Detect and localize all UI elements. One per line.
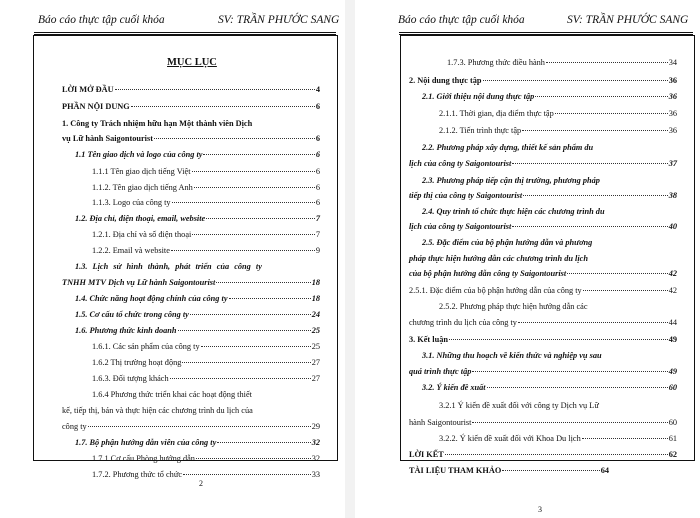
toc-entry[interactable]: 3.2. Ý kiến đề xuất 60 — [422, 383, 677, 392]
toc-entry[interactable]: quá trình thực tập 49 — [409, 367, 677, 376]
toc-entry[interactable]: 2.5. Đặc điểm của bộ phận hướng dẫn và phương — [422, 238, 593, 247]
toc-entry[interactable]: 1.4. Chức năng hoạt động chính của công ty 18 — [75, 294, 320, 303]
toc-entry[interactable]: lịch của công ty Saigontourist 37 — [409, 159, 677, 168]
toc-entry[interactable]: 2.4. Quy trình tổ chức thực hiện các chương trình du — [422, 207, 605, 216]
toc-entry[interactable]: tiếp thị của công ty Saigontourist 38 — [409, 191, 677, 200]
toc-entry[interactable]: 3.2.1 Ý kiến đề xuất đối với công ty Dịch vụ Lữ — [439, 401, 599, 410]
toc-entry[interactable]: vụ Lữ hành Saigontourist 6 — [62, 134, 320, 143]
toc-entry[interactable]: 1.1.1 Tên giao dịch tiếng Việt 6 — [92, 167, 320, 176]
toc-entry[interactable]: TÀI LIỆU THAM KHẢO 64 — [409, 466, 609, 475]
toc-entry[interactable]: 3. Kết luận 49 — [409, 335, 677, 344]
page-number: 3 — [538, 505, 542, 514]
toc-entry[interactable]: TNHH MTV Dịch vụ Lữ hành Saigontourist 18 — [62, 278, 320, 287]
left-page — [0, 0, 345, 518]
toc-entry[interactable]: 1.6. Phương thức kinh doanh 25 — [75, 326, 320, 335]
toc-entry[interactable]: 1.7.2. Phương thức tổ chức 33 — [92, 470, 320, 479]
toc-entry[interactable]: 1.7. Bộ phận hướng dẫn viên của công ty 32 — [75, 438, 320, 447]
toc-entry[interactable]: pháp thực hiện hướng dẫn các chương trình du lịch — [409, 254, 588, 263]
toc-entry[interactable]: lịch của công ty Saigontourist 40 — [409, 222, 677, 231]
toc-entry[interactable]: 2.5.1. Đặc điểm của bộ phận hướng dẫn của công ty 42 — [409, 286, 677, 295]
toc-entry[interactable]: 2.1.2. Tiến trình thực tập 36 — [439, 126, 677, 135]
toc-entry[interactable]: 2.1. Giới thiệu nội dung thực tập 36 — [422, 92, 677, 101]
toc-entry[interactable]: 1.1.3. Logo của công ty 6 — [92, 198, 320, 207]
right-page — [355, 0, 700, 518]
toc-entry[interactable]: 1.6.3. Đối tượng khách 27 — [92, 374, 320, 383]
toc-entry[interactable]: 1.7.1 Cơ cấu Phòng hướng dẫn 32 — [92, 454, 320, 463]
toc-entry[interactable]: 1.2. Địa chỉ, điện thoại, email, website 7 — [75, 214, 320, 223]
toc-entry[interactable]: 1.7.3. Phương thức điều hành 34 — [447, 58, 677, 67]
toc-entry[interactable]: của bộ phận hướng dẫn công ty Saigontourist 42 — [409, 269, 677, 278]
toc-entry[interactable]: 1.5. Cơ cấu tổ chức trong công ty 24 — [75, 310, 320, 319]
toc-entry[interactable]: 1.3. Lịch sử hình thành, phát triển của công ty — [75, 262, 262, 271]
header-student-name: SV: TRẦN PHƯỚC SANG — [218, 14, 340, 26]
toc-title: MỤC LỤC — [167, 57, 217, 68]
toc-entry[interactable]: công ty 29 — [62, 422, 320, 431]
toc-entry[interactable]: 1. Công ty Trách nhiệm hữu hạn Một thành viên Dịch — [62, 119, 253, 128]
toc-entry[interactable]: 1.2.1. Địa chỉ và số điện thoại 7 — [92, 230, 320, 239]
toc-entry[interactable]: 2.1.1. Thời gian, địa điểm thực tập 36 — [439, 109, 677, 118]
toc-entry[interactable]: 3.2.2. Ý kiến đề xuất đối với Khoa Du lịch 61 — [439, 434, 677, 443]
header-student-name: SV: TRẦN PHƯỚC SANG — [567, 14, 689, 26]
toc-entry[interactable]: 1.6.2 Thị trường hoạt động 27 — [92, 358, 320, 367]
toc-entry[interactable]: 2. Nội dung thực tập 36 — [409, 76, 677, 85]
toc-entry[interactable]: chương trình du lịch của công ty 44 — [409, 318, 677, 327]
toc-entry[interactable]: 2.5.2. Phương pháp thực hiện hướng dẫn các — [439, 302, 588, 311]
toc-entry[interactable]: 1.6.4 Phương thức triển khai các hoạt động thiết — [92, 390, 252, 399]
page-number: 2 — [199, 479, 203, 488]
page-gutter — [345, 0, 355, 518]
toc-entry[interactable]: 1.2.2. Email và website 9 — [92, 246, 320, 255]
toc-entry[interactable]: 2.2. Phương pháp xây dựng, thiết kế sản phẩm du — [422, 143, 594, 152]
toc-entry[interactable]: 1.1 Tên giao dịch và logo của công ty 6 — [75, 150, 320, 159]
header-course-title: Báo cáo thực tập cuối khóa — [398, 14, 525, 26]
toc-entry[interactable]: kế, tiếp thị, bán và thực hiện các chương trình du lịch của — [62, 406, 253, 415]
toc-entry[interactable]: LỜI MỞ ĐẦU 4 — [62, 85, 320, 94]
header-course-title: Báo cáo thực tập cuối khóa — [38, 14, 165, 26]
toc-entry[interactable]: 1.6.1. Các sản phẩm của công ty 25 — [92, 342, 320, 351]
toc-entry[interactable]: LỜI KẾT 62 — [409, 450, 677, 459]
toc-entry[interactable]: 2.3. Phương pháp tiếp cận thị trường, phương pháp — [422, 176, 600, 185]
toc-entry[interactable]: 3.1. Những thu hoạch về kiến thức và nghiệp vụ sau — [422, 351, 602, 360]
toc-entry[interactable]: hành Saigontourist 60 — [409, 418, 677, 427]
toc-entry[interactable]: 1.1.2. Tên giao dịch tiếng Anh 6 — [92, 183, 320, 192]
toc-entry[interactable]: PHẦN NỘI DUNG 6 — [62, 102, 320, 111]
